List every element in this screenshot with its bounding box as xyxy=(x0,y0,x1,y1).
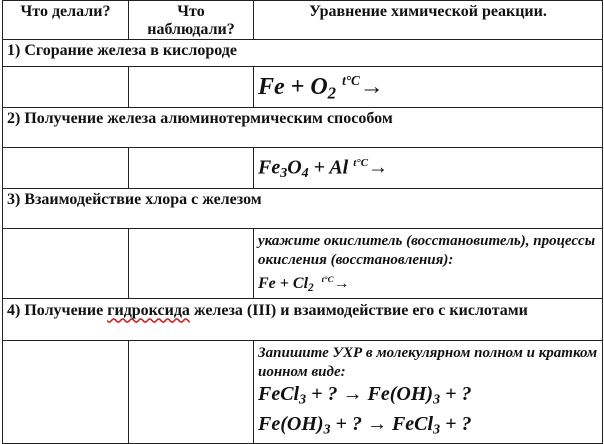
answer-cell-observed[interactable] xyxy=(129,228,254,298)
section-1-answer-row xyxy=(3,67,603,108)
instruction-text: укажите окислитель (восстановитель), процессы окисления (восстановления): xyxy=(258,232,596,268)
answer-cell-observed[interactable] xyxy=(129,67,254,108)
section-4-title-row xyxy=(3,298,603,340)
section-title: 2) Получение железа алюминотермическим способом xyxy=(3,108,603,148)
section-3-title-row xyxy=(3,188,603,228)
instruction-text: Запишите УХР в молекулярном полном и кратком ионном виде: xyxy=(258,344,598,380)
equation-cell xyxy=(254,340,603,443)
answer-cell-observed[interactable] xyxy=(129,148,254,188)
header-equation: Уравнение химической реакции. xyxy=(254,1,603,40)
section-2-title-row xyxy=(3,108,603,148)
answer-cell-done[interactable] xyxy=(3,228,129,298)
section-title: 1) Сгорание железа в кислороде xyxy=(3,40,603,67)
answer-cell-done[interactable] xyxy=(3,148,129,188)
reaction-table xyxy=(2,0,603,444)
answer-cell-observed[interactable] xyxy=(129,340,254,443)
header-row xyxy=(3,1,603,40)
answer-cell-done[interactable] xyxy=(3,340,129,443)
section-3-answer-row xyxy=(3,228,603,298)
spellcheck-marked-word: гидроксида xyxy=(107,301,190,319)
section-title: 4) Получение гидроксида железа (III) и взаимодействие его с кислотами xyxy=(3,298,603,340)
header-what-observed: Что наблюдали? xyxy=(129,1,254,40)
section-4-answer-row xyxy=(3,340,603,443)
reaction-worksheet xyxy=(2,0,602,440)
equation-cell: $Fe + O_2$ $^{t^\circ C}$→ xyxy=(254,67,603,108)
header-what-done: Что делали? xyxy=(3,1,129,40)
section-title: 3) Взаимодействие хлора с железом xyxy=(3,188,603,228)
equation-line: $Fe + Cl_2$ $^{t^\circ C}$→ xyxy=(258,273,350,294)
section-2-answer-row xyxy=(3,148,603,188)
equation-line-1: FeCl$_3$ + ? → $Fe(OH)_3$ + ? xyxy=(258,382,472,408)
equation-line-2: $Fe(OH)_3$ + ? → FeCl$_3$ + ? xyxy=(258,413,472,438)
answer-cell-done[interactable] xyxy=(3,67,129,108)
section-1-title-row xyxy=(3,40,603,67)
equation-cell: $Fe_3O_4 + Al$ $^{t^\circ C}$→ xyxy=(254,148,603,188)
equation-cell xyxy=(254,228,603,298)
